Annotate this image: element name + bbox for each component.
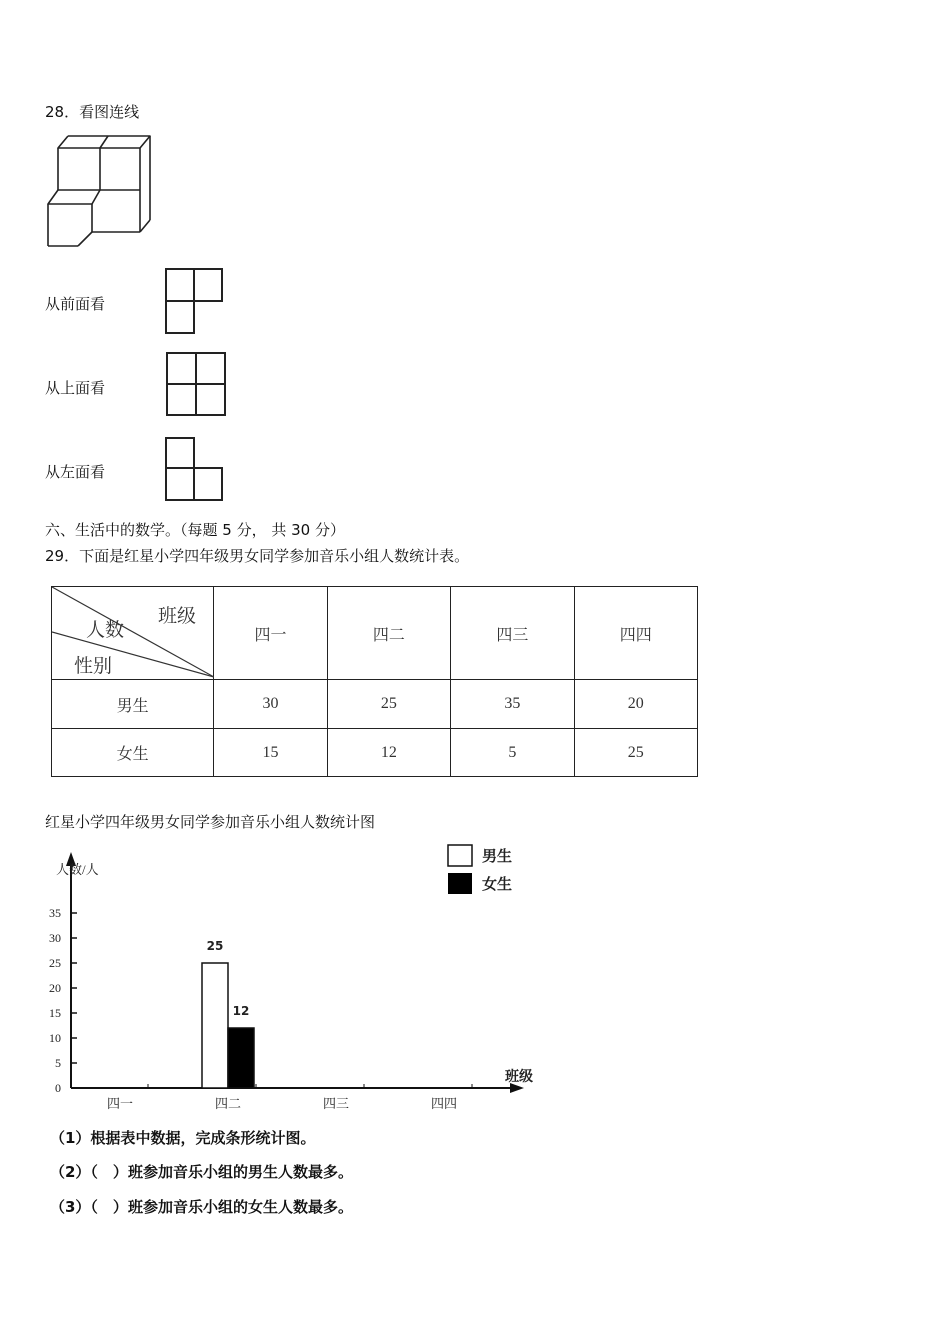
stats-table xyxy=(51,586,698,777)
table-cell: 15 xyxy=(214,729,327,777)
table-cell: 25 xyxy=(574,729,697,777)
x-category-label: 四二 xyxy=(214,1096,242,1111)
x-category-label: 四三 xyxy=(322,1096,350,1111)
corner-top-label: 班级 xyxy=(158,606,197,627)
bar-chart xyxy=(40,840,540,1120)
y-tick-label: 5 xyxy=(55,1056,61,1070)
q29-title: 29．下面是红星小学四年级男女同学参加音乐小组人数统计表。 xyxy=(45,547,470,565)
chart-title: 红星小学四年级男女同学参加音乐小组人数统计图 xyxy=(45,813,376,831)
question-3: （3）（ ）班参加音乐小组的女生人数最多。 xyxy=(50,1198,353,1216)
view-top-label: 从上面看 xyxy=(45,379,106,397)
corner-bottom-label: 性别 xyxy=(74,656,113,677)
question-2: （2）（ ）班参加音乐小组的男生人数最多。 xyxy=(50,1163,353,1181)
view-front-figure xyxy=(164,267,226,335)
q28-title: 28．看图连线 xyxy=(45,103,140,121)
question-1: （1）根据表中数据，完成条形统计图。 xyxy=(50,1129,316,1147)
view-front-label: 从前面看 xyxy=(45,295,106,313)
legend-boy-swatch xyxy=(448,845,472,866)
legend-boy-label: 男生 xyxy=(482,847,513,865)
y-tick-label: 20 xyxy=(49,981,61,995)
section6-heading: 六、生活中的数学。（每题 5 分， 共 30 分） xyxy=(45,521,345,539)
column-header: 四三 xyxy=(451,587,574,680)
y-tick-label: 15 xyxy=(49,1006,61,1020)
view-top-figure xyxy=(164,351,228,419)
y-tick-label: 0 xyxy=(55,1081,61,1095)
view-left-figure xyxy=(164,436,226,504)
bar-boy xyxy=(202,963,228,1088)
table-cell: 30 xyxy=(214,680,327,729)
legend-girl-label: 女生 xyxy=(482,875,513,893)
column-header: 四四 xyxy=(574,587,697,680)
column-header: 四二 xyxy=(327,587,450,680)
table-cell: 12 xyxy=(327,729,450,777)
x-axis-label: 班级 xyxy=(505,1069,533,1085)
bar-data-label: 25 xyxy=(206,939,224,953)
x-category-label: 四一 xyxy=(106,1096,134,1111)
table-row xyxy=(52,729,698,777)
table-row xyxy=(52,680,698,729)
bar-girl xyxy=(228,1028,254,1088)
corner-middle-label: 人数 xyxy=(86,620,125,641)
cube-solid-figure xyxy=(44,132,159,252)
row-label: 女生 xyxy=(52,729,214,777)
view-left-label: 从左面看 xyxy=(45,463,106,481)
table-cell: 25 xyxy=(327,680,450,729)
table-cell: 5 xyxy=(451,729,574,777)
table-cell: 35 xyxy=(451,680,574,729)
y-tick-label: 30 xyxy=(49,931,61,945)
table-header-row xyxy=(52,587,698,680)
y-tick-label: 10 xyxy=(49,1031,61,1045)
bar-data-label: 12 xyxy=(232,1004,250,1018)
y-axis-label: 人数/人 xyxy=(56,862,99,877)
y-tick-label: 35 xyxy=(49,906,61,920)
x-category-label: 四四 xyxy=(430,1096,458,1111)
y-tick-label: 25 xyxy=(49,956,61,970)
table-corner-cell xyxy=(52,587,214,680)
legend-girl-swatch xyxy=(448,873,472,894)
column-header: 四一 xyxy=(214,587,327,680)
table-cell: 20 xyxy=(574,680,697,729)
row-label: 男生 xyxy=(52,680,214,729)
